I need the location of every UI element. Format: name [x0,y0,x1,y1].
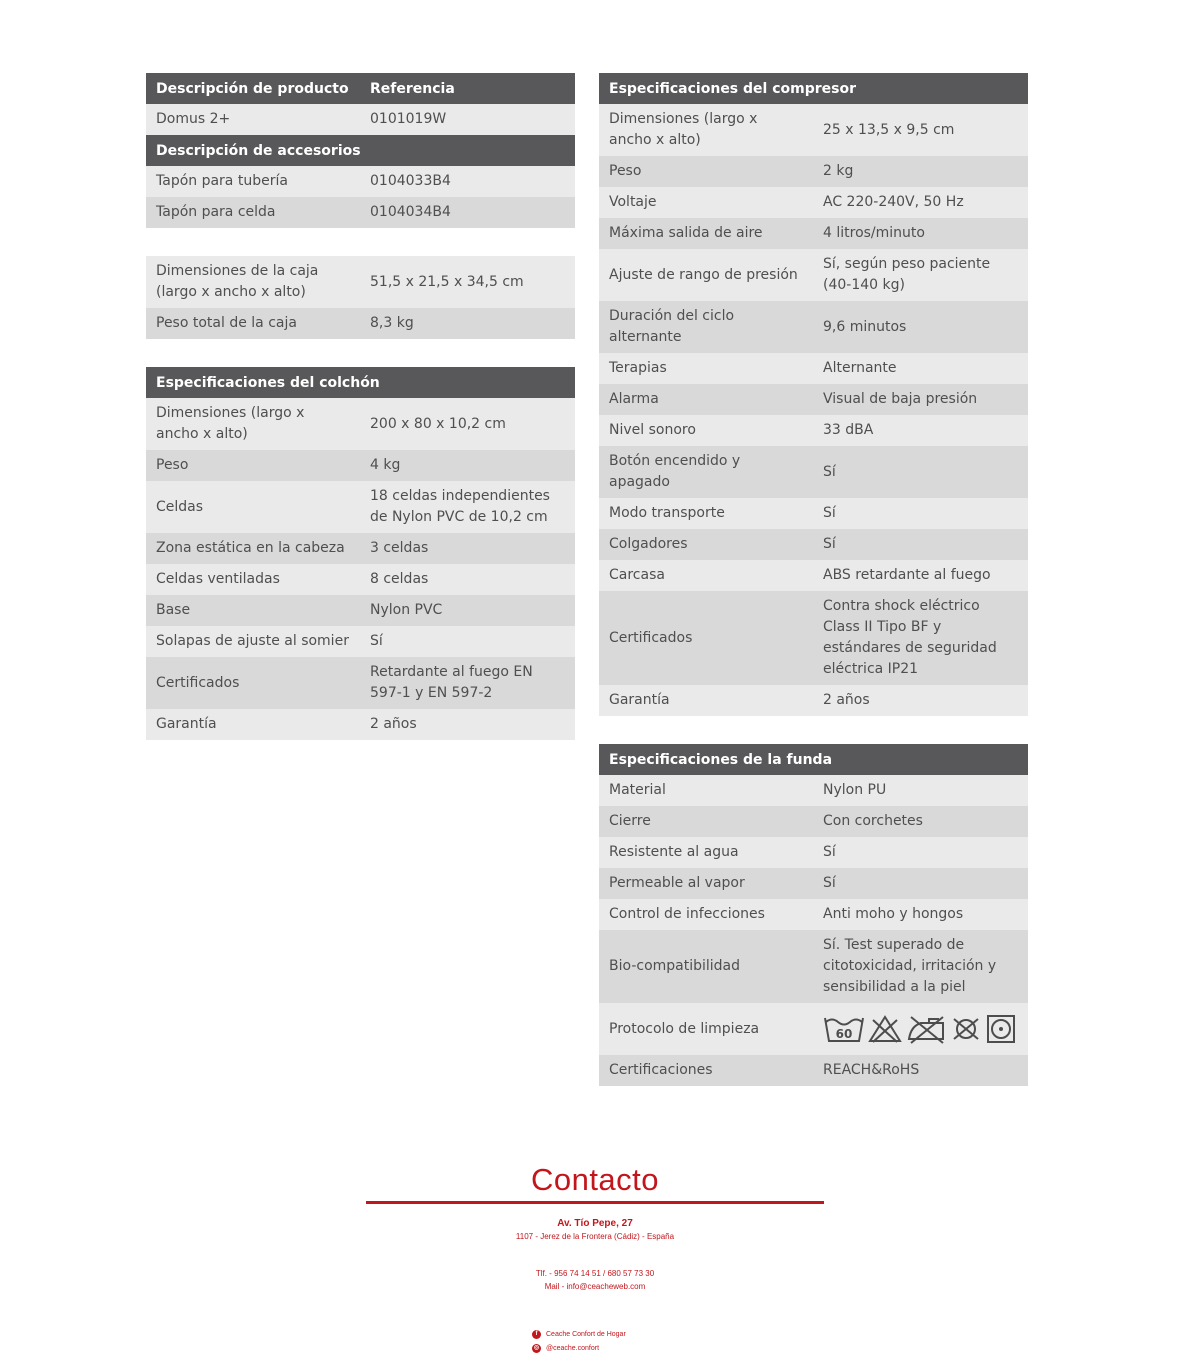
row-label: Duración del ciclo alternante [599,301,813,353]
table-row [599,498,1028,529]
row-label: Dimensiones (largo x ancho x alto) [146,398,360,450]
table-row [146,564,575,595]
row-value: Visual de baja presión [813,384,1028,415]
table-row [146,481,575,533]
compressor-table [599,73,1028,716]
instagram-icon: ◎ [533,1345,540,1351]
table-row [599,446,1028,498]
row-label: Peso [599,156,813,187]
table-row [146,450,575,481]
row-value: 9,6 minutos [813,301,1028,353]
row-value: 4 kg [360,450,575,481]
row-label: Cierre [599,806,813,837]
row-value: AC 220-240V, 50 Hz [813,187,1028,218]
compressor-header: Especificaciones del compresor [599,73,1028,104]
row-label: Zona estática en la cabeza [146,533,360,564]
row-label: Dimensiones de la caja (largo x ancho x alto) [146,256,360,308]
row-value: 200 x 80 x 10,2 cm [360,398,575,450]
row-label: Garantía [146,709,360,740]
tumble-dry-icon [985,1014,1017,1044]
row-label: Protocolo de limpieza [599,1003,813,1055]
bleach-icon [867,1014,903,1044]
mattress-table [146,367,575,740]
row-label: Material [599,775,813,806]
table-row [146,166,575,197]
instagram-label: @ceache.confort [546,1345,600,1352]
row-value: 25 x 13,5 x 9,5 cm [813,104,1028,156]
row-value: Sí [813,498,1028,529]
no-dry-clean-icon [949,1014,983,1044]
row-value: 8 celdas [360,564,575,595]
product-header-desc: Descripción de producto [146,73,360,104]
table-row [599,104,1028,156]
table-row [599,899,1028,930]
row-value: Sí [813,868,1028,899]
row-label: Máxima salida de aire [599,218,813,249]
row-value: 51,5 x 21,5 x 34,5 cm [360,256,575,308]
row-label: Ajuste de rango de presión [599,249,813,301]
row-label: Certificados [599,591,813,685]
row-label: Celdas ventiladas [146,564,360,595]
table-row [599,930,1028,1003]
table-row [146,709,575,740]
table-row [599,187,1028,218]
table-row [599,415,1028,446]
row-value: ABS retardante al fuego [813,560,1028,591]
row-value: 2 años [813,685,1028,716]
row-value: Contra shock eléctrico Class II Tipo BF y estándares de seguridad eléctrica IP21 [813,591,1028,685]
row-label: Peso [146,450,360,481]
table-row [599,591,1028,685]
row-label: Celdas [146,481,360,533]
row-value: 2 kg [813,156,1028,187]
row-label: Resistente al agua [599,837,813,868]
row-label: Garantía [599,685,813,716]
table-row [599,156,1028,187]
table-row [146,533,575,564]
row-label: Botón encendido y apagado [599,446,813,498]
row-label: Nivel sonoro [599,415,813,446]
row-label: Solapas de ajuste al somier [146,626,360,657]
table-row [146,256,575,308]
row-value: Sí [813,837,1028,868]
row-label: Peso total de la caja [146,308,360,339]
table-row [599,685,1028,716]
right-column [599,73,1028,1086]
table-row [599,529,1028,560]
care-icons [813,1003,1028,1055]
cover-header: Especificaciones de la funda [599,744,1028,775]
row-label: Colgadores [599,529,813,560]
contact-title: Contacto [530,1162,660,1197]
address-line2: 1107 - Jerez de la Frontera (Cádiz) - España [515,1232,675,1241]
product-name: Domus 2+ [146,104,360,135]
row-value: Retardante al fuego EN 597-1 y EN 597-2 [360,657,575,709]
table-row [146,308,575,339]
row-label: Bio-compatibilidad [599,930,813,1003]
row-label: Certificaciones [599,1055,813,1086]
table-row [599,1055,1028,1086]
product-table [146,73,575,228]
row-label: Alarma [599,384,813,415]
contact-divider [366,1201,824,1204]
table-row [599,775,1028,806]
left-column [146,73,575,740]
row-value: 0104034B4 [360,197,575,228]
contact-block [366,1160,824,1293]
table-row [599,806,1028,837]
table-row [599,249,1028,301]
address-line1: Av. Tío Pepe, 27 [557,1218,633,1229]
mattress-header: Especificaciones del colchón [146,367,575,398]
table-row [599,218,1028,249]
table-row [599,1003,1028,1055]
row-value: 3 celdas [360,533,575,564]
table-row [599,353,1028,384]
table-row [599,301,1028,353]
row-value: Sí, según peso paciente (40-140 kg) [813,249,1028,301]
social-links [532,1328,626,1356]
row-label: Tapón para tubería [146,166,360,197]
instagram-link[interactable] [532,1342,626,1355]
row-value: Anti moho y hongos [813,899,1028,930]
row-label: Carcasa [599,560,813,591]
table-row [146,626,575,657]
facebook-link[interactable] [532,1328,626,1341]
box-table [146,256,575,339]
facebook-label: Ceache Confort de Hogar [546,1331,626,1338]
phone-text: Tlf. - 956 74 14 51 / 680 57 73 30 [535,1269,655,1278]
table-row [146,104,575,135]
no-iron-icon [905,1014,947,1044]
table-row [599,384,1028,415]
row-label: Voltaje [599,187,813,218]
row-value: 2 años [360,709,575,740]
product-header-ref: Referencia [360,73,575,104]
row-value: Con corchetes [813,806,1028,837]
table-row [599,837,1028,868]
mail-link[interactable]: Mail - info@ceacheweb.com [544,1282,646,1291]
table-row [146,595,575,626]
row-value: 33 dBA [813,415,1028,446]
row-label: Control de infecciones [599,899,813,930]
row-value: Sí. Test superado de citotoxicidad, irritación y sensibilidad a la piel [813,930,1028,1003]
row-value: 18 celdas independientes de Nylon PVC de 10,2 cm [360,481,575,533]
row-label: Terapias [599,353,813,384]
cover-table [599,744,1028,1086]
row-value: Nylon PU [813,775,1028,806]
row-value: Sí [813,529,1028,560]
table-row [146,657,575,709]
row-value: Sí [813,446,1028,498]
accessories-header: Descripción de accesorios [146,135,575,166]
row-label: Permeable al vapor [599,868,813,899]
row-value: 0104033B4 [360,166,575,197]
row-label: Certificados [146,657,360,709]
row-value: REACH&RoHS [813,1055,1028,1086]
wash-60-icon [823,1014,865,1044]
row-value: Alternante [813,353,1028,384]
row-value: 8,3 kg [360,308,575,339]
product-ref: 0101019W [360,104,575,135]
row-label: Tapón para celda [146,197,360,228]
row-value: Nylon PVC [360,595,575,626]
svg-text:60: 60 [835,1027,853,1041]
row-value: 4 litros/minuto [813,218,1028,249]
table-row [599,560,1028,591]
row-label: Modo transporte [599,498,813,529]
row-label: Base [146,595,360,626]
row-value: Sí [360,626,575,657]
table-row [599,868,1028,899]
table-row [146,398,575,450]
table-row [146,197,575,228]
row-label: Dimensiones (largo x ancho x alto) [599,104,813,156]
facebook-icon: f [532,1330,541,1339]
